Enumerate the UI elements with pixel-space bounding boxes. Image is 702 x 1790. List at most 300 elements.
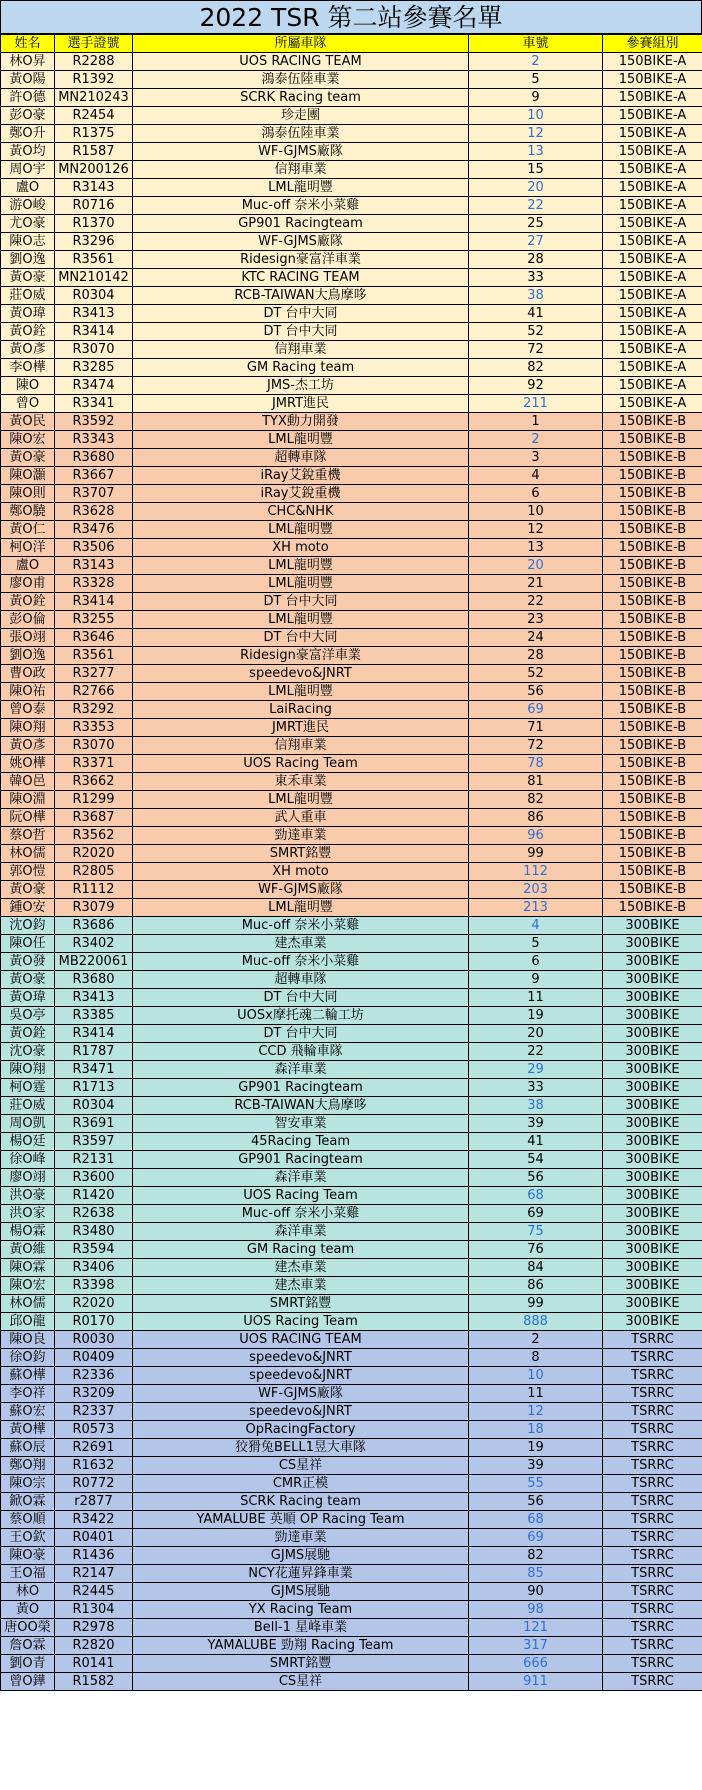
cell-name[interactable]: 莊O威 — [1, 1097, 55, 1115]
cell-license[interactable]: R1582 — [55, 1673, 133, 1691]
cell-license[interactable]: R3686 — [55, 917, 133, 935]
cell-class[interactable]: 300BIKE — [603, 1259, 702, 1277]
cell-number[interactable]: 52 — [469, 665, 603, 683]
cell-license[interactable]: R3402 — [55, 935, 133, 953]
cell-license[interactable]: R2445 — [55, 1583, 133, 1601]
cell-license[interactable]: R3597 — [55, 1133, 133, 1151]
cell-team[interactable]: JMRT進民 — [133, 719, 469, 737]
cell-number[interactable]: 99 — [469, 845, 603, 863]
cell-name[interactable]: 黃O陽 — [1, 71, 55, 89]
cell-team[interactable]: 珍走團 — [133, 107, 469, 125]
cell-name[interactable]: 黃O樺 — [1, 1421, 55, 1439]
cell-class[interactable]: 150BIKE-B — [603, 449, 702, 467]
cell-class[interactable]: 300BIKE — [603, 935, 702, 953]
cell-class[interactable]: 150BIKE-B — [603, 665, 702, 683]
cell-name[interactable]: 鄭O驍 — [1, 503, 55, 521]
cell-team[interactable]: GM Racing team — [133, 1241, 469, 1259]
cell-class[interactable]: 150BIKE-A — [603, 71, 702, 89]
cell-license[interactable]: R2691 — [55, 1439, 133, 1457]
cell-name[interactable]: 彭O倫 — [1, 611, 55, 629]
cell-team[interactable]: YAMALUBE 英順 OP Racing Team — [133, 1511, 469, 1529]
cell-team[interactable]: 狡猾兔BELL1昱大車隊 — [133, 1439, 469, 1457]
cell-license[interactable]: R1299 — [55, 791, 133, 809]
cell-license[interactable]: R3385 — [55, 1007, 133, 1025]
cell-number[interactable]: 10 — [469, 107, 603, 125]
cell-name[interactable]: 吳O亭 — [1, 1007, 55, 1025]
cell-name[interactable]: 王O福 — [1, 1565, 55, 1583]
cell-number[interactable]: 69 — [469, 1529, 603, 1547]
cell-number[interactable]: 68 — [469, 1511, 603, 1529]
cell-team[interactable]: iRay艾銳重機 — [133, 467, 469, 485]
cell-name[interactable]: 徐O鈞 — [1, 1349, 55, 1367]
cell-license[interactable]: R3143 — [55, 557, 133, 575]
cell-number[interactable]: 39 — [469, 1115, 603, 1133]
cell-number[interactable]: 20 — [469, 1025, 603, 1043]
cell-class[interactable]: 300BIKE — [603, 1097, 702, 1115]
cell-class[interactable]: TSRRC — [603, 1367, 702, 1385]
cell-number[interactable]: 203 — [469, 881, 603, 899]
cell-class[interactable]: TSRRC — [603, 1655, 702, 1673]
cell-license[interactable]: R3662 — [55, 773, 133, 791]
cell-name[interactable]: 邱O龍 — [1, 1313, 55, 1331]
cell-number[interactable]: 52 — [469, 323, 603, 341]
cell-name[interactable]: 廖O翊 — [1, 1169, 55, 1187]
cell-class[interactable]: 300BIKE — [603, 1241, 702, 1259]
cell-name[interactable]: 陳O任 — [1, 935, 55, 953]
cell-team[interactable]: DT 台中大同 — [133, 1025, 469, 1043]
cell-license[interactable]: R3277 — [55, 665, 133, 683]
cell-number[interactable]: 33 — [469, 1079, 603, 1097]
cell-name[interactable]: 姚O樺 — [1, 755, 55, 773]
cell-name[interactable]: 鄭O翔 — [1, 1457, 55, 1475]
cell-license[interactable]: R0304 — [55, 1097, 133, 1115]
cell-number[interactable]: 90 — [469, 1583, 603, 1601]
cell-team[interactable]: Bell-1 星峰車業 — [133, 1619, 469, 1637]
cell-number[interactable]: 213 — [469, 899, 603, 917]
cell-name[interactable]: 周O凱 — [1, 1115, 55, 1133]
cell-team[interactable]: LML龍明豐 — [133, 899, 469, 917]
cell-team[interactable]: 超轉車隊 — [133, 449, 469, 467]
cell-number[interactable]: 69 — [469, 1205, 603, 1223]
cell-team[interactable]: Muc-off 奈米小菜雞 — [133, 953, 469, 971]
cell-name[interactable]: 陳O宗 — [1, 1475, 55, 1493]
cell-class[interactable]: 300BIKE — [603, 1025, 702, 1043]
cell-name[interactable]: 郭O愷 — [1, 863, 55, 881]
cell-license[interactable]: R3341 — [55, 395, 133, 413]
cell-license[interactable]: R1375 — [55, 125, 133, 143]
cell-team[interactable]: SMRT銘豐 — [133, 1655, 469, 1673]
cell-class[interactable]: 150BIKE-B — [603, 881, 702, 899]
cell-license[interactable]: R1787 — [55, 1043, 133, 1061]
cell-class[interactable]: TSRRC — [603, 1439, 702, 1457]
cell-name[interactable]: 黃O發 — [1, 953, 55, 971]
cell-name[interactable]: 陳O志 — [1, 233, 55, 251]
cell-team[interactable]: LML龍明豐 — [133, 791, 469, 809]
cell-name[interactable]: 尤O豪 — [1, 215, 55, 233]
cell-name[interactable]: 李O樺 — [1, 359, 55, 377]
cell-license[interactable]: R3646 — [55, 629, 133, 647]
cell-team[interactable]: UOS Racing Team — [133, 755, 469, 773]
cell-team[interactable]: DT 台中大同 — [133, 593, 469, 611]
cell-team[interactable]: GP901 Racingteam — [133, 215, 469, 233]
cell-team[interactable]: OpRacingFactory — [133, 1421, 469, 1439]
cell-team[interactable]: DT 台中大同 — [133, 305, 469, 323]
cell-number[interactable]: 8 — [469, 1349, 603, 1367]
cell-team[interactable]: Muc-off 奈米小菜雞 — [133, 1205, 469, 1223]
cell-number[interactable]: 99 — [469, 1295, 603, 1313]
header-team[interactable]: 所屬車隊 — [133, 35, 469, 53]
cell-class[interactable]: 150BIKE-B — [603, 485, 702, 503]
cell-number[interactable]: 3 — [469, 449, 603, 467]
cell-team[interactable]: WF-GJMS廠隊 — [133, 143, 469, 161]
cell-class[interactable]: 150BIKE-A — [603, 395, 702, 413]
cell-name[interactable]: 劉O逸 — [1, 251, 55, 269]
cell-number[interactable]: 11 — [469, 989, 603, 1007]
cell-class[interactable]: 150BIKE-B — [603, 557, 702, 575]
cell-name[interactable]: 詹O霖 — [1, 1637, 55, 1655]
cell-license[interactable]: R3406 — [55, 1259, 133, 1277]
cell-team[interactable]: Ridesign豪富洋車業 — [133, 647, 469, 665]
cell-class[interactable]: 300BIKE — [603, 1277, 702, 1295]
cell-name[interactable]: 蘇O宏 — [1, 1403, 55, 1421]
cell-team[interactable]: 東禾車業 — [133, 773, 469, 791]
cell-license[interactable]: R3506 — [55, 539, 133, 557]
cell-team[interactable]: 鴻泰伍陸車業 — [133, 125, 469, 143]
cell-class[interactable]: 300BIKE — [603, 1313, 702, 1331]
cell-name[interactable]: 林O儒 — [1, 1295, 55, 1313]
cell-class[interactable]: 300BIKE — [603, 989, 702, 1007]
cell-name[interactable]: 張O翊 — [1, 629, 55, 647]
cell-license[interactable]: R3143 — [55, 179, 133, 197]
cell-license[interactable]: R3414 — [55, 1025, 133, 1043]
cell-name[interactable]: 盧O — [1, 179, 55, 197]
cell-class[interactable]: TSRRC — [603, 1493, 702, 1511]
cell-team[interactable]: 45Racing Team — [133, 1133, 469, 1151]
cell-license[interactable]: R3079 — [55, 899, 133, 917]
cell-license[interactable]: R2020 — [55, 845, 133, 863]
cell-name[interactable]: 黃O銓 — [1, 323, 55, 341]
cell-number[interactable]: 211 — [469, 395, 603, 413]
cell-name[interactable]: 陳O翔 — [1, 719, 55, 737]
cell-class[interactable]: 150BIKE-A — [603, 125, 702, 143]
cell-name[interactable]: 楊O霖 — [1, 1223, 55, 1241]
cell-license[interactable]: R0030 — [55, 1331, 133, 1349]
cell-class[interactable]: TSRRC — [603, 1673, 702, 1691]
cell-class[interactable]: 150BIKE-A — [603, 269, 702, 287]
cell-name[interactable]: 黃O豪 — [1, 971, 55, 989]
cell-class[interactable]: 150BIKE-B — [603, 719, 702, 737]
cell-number[interactable]: 85 — [469, 1565, 603, 1583]
cell-team[interactable]: GP901 Racingteam — [133, 1151, 469, 1169]
cell-class[interactable]: TSRRC — [603, 1331, 702, 1349]
cell-number[interactable]: 55 — [469, 1475, 603, 1493]
cell-name[interactable]: 沈O鈞 — [1, 917, 55, 935]
cell-license[interactable]: R3562 — [55, 827, 133, 845]
cell-license[interactable]: R3680 — [55, 971, 133, 989]
cell-name[interactable]: 蘇O樺 — [1, 1367, 55, 1385]
cell-license[interactable]: R2131 — [55, 1151, 133, 1169]
cell-number[interactable]: 23 — [469, 611, 603, 629]
cell-license[interactable]: R0573 — [55, 1421, 133, 1439]
cell-class[interactable]: TSRRC — [603, 1475, 702, 1493]
cell-name[interactable]: 黃O豪 — [1, 881, 55, 899]
cell-team[interactable]: WF-GJMS廠隊 — [133, 233, 469, 251]
cell-license[interactable]: R0401 — [55, 1529, 133, 1547]
cell-license[interactable]: R2638 — [55, 1205, 133, 1223]
cell-number[interactable]: 317 — [469, 1637, 603, 1655]
cell-team[interactable]: YAMALUBE 勁翔 Racing Team — [133, 1637, 469, 1655]
cell-class[interactable]: 300BIKE — [603, 953, 702, 971]
cell-class[interactable]: TSRRC — [603, 1547, 702, 1565]
cell-team[interactable]: speedevo&JNRT — [133, 1403, 469, 1421]
header-class[interactable]: 參賽組別 — [603, 35, 702, 53]
cell-license[interactable]: r2877 — [55, 1493, 133, 1511]
cell-number[interactable]: 4 — [469, 917, 603, 935]
cell-license[interactable]: R3628 — [55, 503, 133, 521]
cell-team[interactable]: 勁達車業 — [133, 1529, 469, 1547]
cell-class[interactable]: 150BIKE-B — [603, 863, 702, 881]
cell-team[interactable]: 建杰車業 — [133, 1259, 469, 1277]
cell-number[interactable]: 41 — [469, 305, 603, 323]
cell-team[interactable]: 森洋車業 — [133, 1223, 469, 1241]
cell-team[interactable]: 信翔車業 — [133, 737, 469, 755]
cell-license[interactable]: R1112 — [55, 881, 133, 899]
cell-license[interactable]: R1392 — [55, 71, 133, 89]
cell-license[interactable]: R3414 — [55, 593, 133, 611]
cell-team[interactable]: LML龍明豐 — [133, 521, 469, 539]
cell-name[interactable]: 盧O — [1, 557, 55, 575]
cell-name[interactable]: 鍁O霖 — [1, 1493, 55, 1511]
cell-class[interactable]: 150BIKE-A — [603, 305, 702, 323]
cell-name[interactable]: 鄭O升 — [1, 125, 55, 143]
cell-number[interactable]: 29 — [469, 1061, 603, 1079]
cell-number[interactable]: 33 — [469, 269, 603, 287]
cell-team[interactable]: LML龍明豐 — [133, 179, 469, 197]
cell-team[interactable]: RCB-TAIWAN大鳥摩哆 — [133, 287, 469, 305]
cell-class[interactable]: TSRRC — [603, 1457, 702, 1475]
cell-name[interactable]: 李O祥 — [1, 1385, 55, 1403]
cell-team[interactable]: CHC&NHK — [133, 503, 469, 521]
cell-number[interactable]: 24 — [469, 629, 603, 647]
cell-class[interactable]: 150BIKE-B — [603, 413, 702, 431]
cell-name[interactable]: 陳O良 — [1, 1331, 55, 1349]
cell-number[interactable]: 11 — [469, 1385, 603, 1403]
cell-license[interactable]: R3480 — [55, 1223, 133, 1241]
cell-class[interactable]: 150BIKE-B — [603, 809, 702, 827]
cell-name[interactable]: 莊O威 — [1, 287, 55, 305]
cell-class[interactable]: 300BIKE — [603, 1043, 702, 1061]
cell-number[interactable]: 71 — [469, 719, 603, 737]
cell-class[interactable]: 150BIKE-B — [603, 521, 702, 539]
cell-license[interactable]: MB220061 — [55, 953, 133, 971]
cell-class[interactable]: 150BIKE-A — [603, 143, 702, 161]
cell-team[interactable]: LML龍明豐 — [133, 611, 469, 629]
cell-name[interactable]: 劉O逸 — [1, 647, 55, 665]
cell-name[interactable]: 周O宇 — [1, 161, 55, 179]
cell-team[interactable]: GJMS展馳 — [133, 1547, 469, 1565]
cell-number[interactable]: 39 — [469, 1457, 603, 1475]
cell-number[interactable]: 56 — [469, 683, 603, 701]
cell-class[interactable]: 150BIKE-B — [603, 737, 702, 755]
cell-license[interactable]: MN200126 — [55, 161, 133, 179]
cell-name[interactable]: 陳O則 — [1, 485, 55, 503]
cell-number[interactable]: 6 — [469, 485, 603, 503]
cell-license[interactable]: R2020 — [55, 1295, 133, 1313]
cell-license[interactable]: R3070 — [55, 341, 133, 359]
cell-number[interactable]: 888 — [469, 1313, 603, 1331]
cell-team[interactable]: 鴻泰伍陸車業 — [133, 71, 469, 89]
cell-name[interactable]: 黃O豪 — [1, 449, 55, 467]
cell-class[interactable]: 150BIKE-B — [603, 593, 702, 611]
cell-class[interactable]: 300BIKE — [603, 1205, 702, 1223]
cell-team[interactable]: 武人重車 — [133, 809, 469, 827]
cell-license[interactable]: R1436 — [55, 1547, 133, 1565]
cell-team[interactable]: Ridesign豪富洋車業 — [133, 251, 469, 269]
cell-team[interactable]: UOSx摩托魂二輪工坊 — [133, 1007, 469, 1025]
cell-number[interactable]: 13 — [469, 143, 603, 161]
cell-number[interactable]: 12 — [469, 125, 603, 143]
cell-license[interactable]: R3413 — [55, 989, 133, 1007]
cell-team[interactable]: speedevo&JNRT — [133, 665, 469, 683]
cell-name[interactable]: 洪O家 — [1, 1205, 55, 1223]
cell-name[interactable]: 許O德 — [1, 89, 55, 107]
cell-license[interactable]: R3600 — [55, 1169, 133, 1187]
cell-number[interactable]: 666 — [469, 1655, 603, 1673]
cell-number[interactable]: 20 — [469, 179, 603, 197]
cell-license[interactable]: R1713 — [55, 1079, 133, 1097]
cell-class[interactable]: 150BIKE-B — [603, 755, 702, 773]
cell-number[interactable]: 2 — [469, 1331, 603, 1349]
cell-name[interactable]: 陳O祐 — [1, 683, 55, 701]
cell-number[interactable]: 9 — [469, 971, 603, 989]
cell-name[interactable]: 楊O廷 — [1, 1133, 55, 1151]
cell-team[interactable]: XH moto — [133, 539, 469, 557]
cell-name[interactable]: 鍾O安 — [1, 899, 55, 917]
cell-class[interactable]: TSRRC — [603, 1601, 702, 1619]
cell-name[interactable]: 黃O均 — [1, 143, 55, 161]
cell-number[interactable]: 112 — [469, 863, 603, 881]
cell-name[interactable]: 黃O — [1, 1601, 55, 1619]
cell-number[interactable]: 9 — [469, 89, 603, 107]
cell-team[interactable]: speedevo&JNRT — [133, 1367, 469, 1385]
cell-number[interactable]: 56 — [469, 1169, 603, 1187]
cell-class[interactable]: 150BIKE-B — [603, 575, 702, 593]
cell-class[interactable]: 150BIKE-B — [603, 701, 702, 719]
cell-name[interactable]: 曾O鏵 — [1, 1673, 55, 1691]
cell-name[interactable]: 曾O — [1, 395, 55, 413]
cell-team[interactable]: KTC RACING TEAM — [133, 269, 469, 287]
cell-team[interactable]: RCB-TAIWAN大鳥摩哆 — [133, 1097, 469, 1115]
cell-name[interactable]: 黃O維 — [1, 1241, 55, 1259]
cell-team[interactable]: DT 台中大同 — [133, 323, 469, 341]
cell-license[interactable]: R2288 — [55, 53, 133, 71]
cell-number[interactable]: 22 — [469, 197, 603, 215]
cell-team[interactable]: CS星祥 — [133, 1673, 469, 1691]
cell-license[interactable]: R0170 — [55, 1313, 133, 1331]
cell-number[interactable]: 4 — [469, 467, 603, 485]
cell-number[interactable]: 68 — [469, 1187, 603, 1205]
cell-license[interactable]: R2805 — [55, 863, 133, 881]
cell-license[interactable]: R2820 — [55, 1637, 133, 1655]
cell-name[interactable]: 沈O豪 — [1, 1043, 55, 1061]
cell-number[interactable]: 12 — [469, 521, 603, 539]
cell-license[interactable]: R3667 — [55, 467, 133, 485]
cell-license[interactable]: R3691 — [55, 1115, 133, 1133]
cell-number[interactable]: 98 — [469, 1601, 603, 1619]
cell-name[interactable]: 陳O灝 — [1, 467, 55, 485]
cell-name[interactable]: 蔡O哲 — [1, 827, 55, 845]
header-number[interactable]: 車號 — [469, 35, 603, 53]
cell-license[interactable]: R1587 — [55, 143, 133, 161]
cell-team[interactable]: 森洋車業 — [133, 1169, 469, 1187]
cell-number[interactable]: 911 — [469, 1673, 603, 1691]
cell-class[interactable]: 150BIKE-B — [603, 899, 702, 917]
cell-name[interactable]: 林O儒 — [1, 845, 55, 863]
cell-name[interactable]: 王O欽 — [1, 1529, 55, 1547]
cell-team[interactable]: GJMS展馳 — [133, 1583, 469, 1601]
cell-number[interactable]: 82 — [469, 791, 603, 809]
cell-license[interactable]: R3414 — [55, 323, 133, 341]
cell-number[interactable]: 20 — [469, 557, 603, 575]
cell-number[interactable]: 38 — [469, 287, 603, 305]
cell-team[interactable]: CS星祥 — [133, 1457, 469, 1475]
cell-number[interactable]: 15 — [469, 161, 603, 179]
cell-team[interactable]: GM Racing team — [133, 359, 469, 377]
cell-team[interactable]: UOS Racing Team — [133, 1313, 469, 1331]
cell-class[interactable]: TSRRC — [603, 1349, 702, 1367]
cell-class[interactable]: 150BIKE-B — [603, 827, 702, 845]
cell-name[interactable]: 黃O豪 — [1, 269, 55, 287]
cell-license[interactable]: R0716 — [55, 197, 133, 215]
cell-class[interactable]: 300BIKE — [603, 1169, 702, 1187]
cell-name[interactable]: 陳O宏 — [1, 1277, 55, 1295]
cell-license[interactable]: R2337 — [55, 1403, 133, 1421]
cell-license[interactable]: R2454 — [55, 107, 133, 125]
cell-class[interactable]: 150BIKE-B — [603, 629, 702, 647]
cell-license[interactable]: R0772 — [55, 1475, 133, 1493]
cell-team[interactable]: LML龍明豐 — [133, 557, 469, 575]
cell-name[interactable]: 黃O銓 — [1, 1025, 55, 1043]
cell-class[interactable]: 300BIKE — [603, 1115, 702, 1133]
cell-license[interactable]: R3561 — [55, 647, 133, 665]
cell-team[interactable]: DT 台中大同 — [133, 629, 469, 647]
cell-license[interactable]: R1304 — [55, 1601, 133, 1619]
cell-name[interactable]: 蔡O順 — [1, 1511, 55, 1529]
cell-name[interactable]: 廖O甫 — [1, 575, 55, 593]
cell-license[interactable]: R3328 — [55, 575, 133, 593]
cell-license[interactable]: R3292 — [55, 701, 133, 719]
cell-class[interactable]: 150BIKE-B — [603, 539, 702, 557]
cell-class[interactable]: 150BIKE-A — [603, 107, 702, 125]
cell-number[interactable]: 84 — [469, 1259, 603, 1277]
cell-license[interactable]: R3707 — [55, 485, 133, 503]
cell-team[interactable]: XH moto — [133, 863, 469, 881]
cell-number[interactable]: 121 — [469, 1619, 603, 1637]
cell-number[interactable]: 69 — [469, 701, 603, 719]
cell-number[interactable]: 82 — [469, 1547, 603, 1565]
cell-license[interactable]: R3371 — [55, 755, 133, 773]
cell-license[interactable]: R3070 — [55, 737, 133, 755]
cell-number[interactable]: 76 — [469, 1241, 603, 1259]
cell-number[interactable]: 2 — [469, 431, 603, 449]
cell-class[interactable]: 150BIKE-A — [603, 161, 702, 179]
cell-name[interactable]: 陳O — [1, 377, 55, 395]
cell-number[interactable]: 38 — [469, 1097, 603, 1115]
cell-team[interactable]: Muc-off 奈米小菜雞 — [133, 917, 469, 935]
cell-team[interactable]: UOS RACING TEAM — [133, 53, 469, 71]
cell-class[interactable]: 150BIKE-B — [603, 845, 702, 863]
cell-class[interactable]: 150BIKE-B — [603, 647, 702, 665]
